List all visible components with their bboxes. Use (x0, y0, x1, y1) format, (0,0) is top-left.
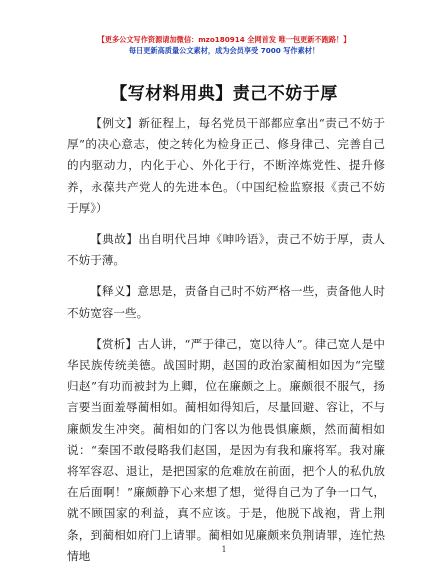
paragraph-example (67, 113, 385, 219)
paragraph-text: 新征程上，每名党员干部都应拿出“责己不妨于厚”的决心意志，使之转化为检身正己、修身律己、完善自己的内驱动力，内化于心、外化于行，不断淬炼党性、提升修养，永葆共产党人的先进本色。（中国纪检监察报《责己不妨于厚》） (67, 116, 385, 215)
promo-line-wechat: 【更多公文写作资源请加微信：mzo180914 全网首发 唯一包更新不跑路！】 (97, 35, 351, 44)
paragraph-tag: 【释义】 (90, 284, 138, 299)
document-body (67, 113, 385, 577)
paragraph-text: 出自明代吕坤《呻吟语》，责己不妨于厚，责人不妨于薄。 (67, 232, 385, 268)
promo-line-membership: 每日更新高质量公文素材，成为会员享受 7000 写作素材！ (128, 46, 320, 55)
page-number: 1 (221, 545, 227, 554)
paragraph-origin (67, 229, 385, 271)
paragraph-tag: 【赏析】 (90, 336, 138, 351)
promo-header (0, 34, 448, 56)
paragraph-text: 意思是，责备自己时不妨严格一些，责备他人时不妨宽容一些。 (67, 284, 385, 320)
paragraph-appreciation (67, 334, 385, 567)
document-title: 【写材料用典】责己不妨于厚 (110, 84, 338, 104)
paragraph-tag: 【例文】 (90, 116, 139, 130)
paragraph-text: 古人讲，“严于律己，宽以待人”。律己宽人是中华民族传统美德。战国时期，赵国的政治家蔺相如因为“完璧归赵”有功而被封为上卿，位在廉颇之上。廉颇很不服气，扬言要当面羞辱蔺相如。蔺相如得知后，尽量回避、容让，不与廉颇发生冲突。蔺相如的门客以为他畏惧廉颇，然而蔺相如说：“秦国不敢侵略我们赵国，是因为有我和廉将军。我对廉将军容忍、退让，是把国家的危难放在前面，把个人的私仇放在后面啊！”廉颇静下心来想了想，觉得自己为了争一口气，就不顾国家的利益，真不应该。于是，他脱下战袍，背上荆条，到蔺相如府门上请罪。蔺相如见廉颇来负荆请罪，连忙热情地 (67, 336, 385, 563)
paragraph-meaning (67, 281, 385, 323)
paragraph-tag: 【典故】 (90, 232, 139, 247)
